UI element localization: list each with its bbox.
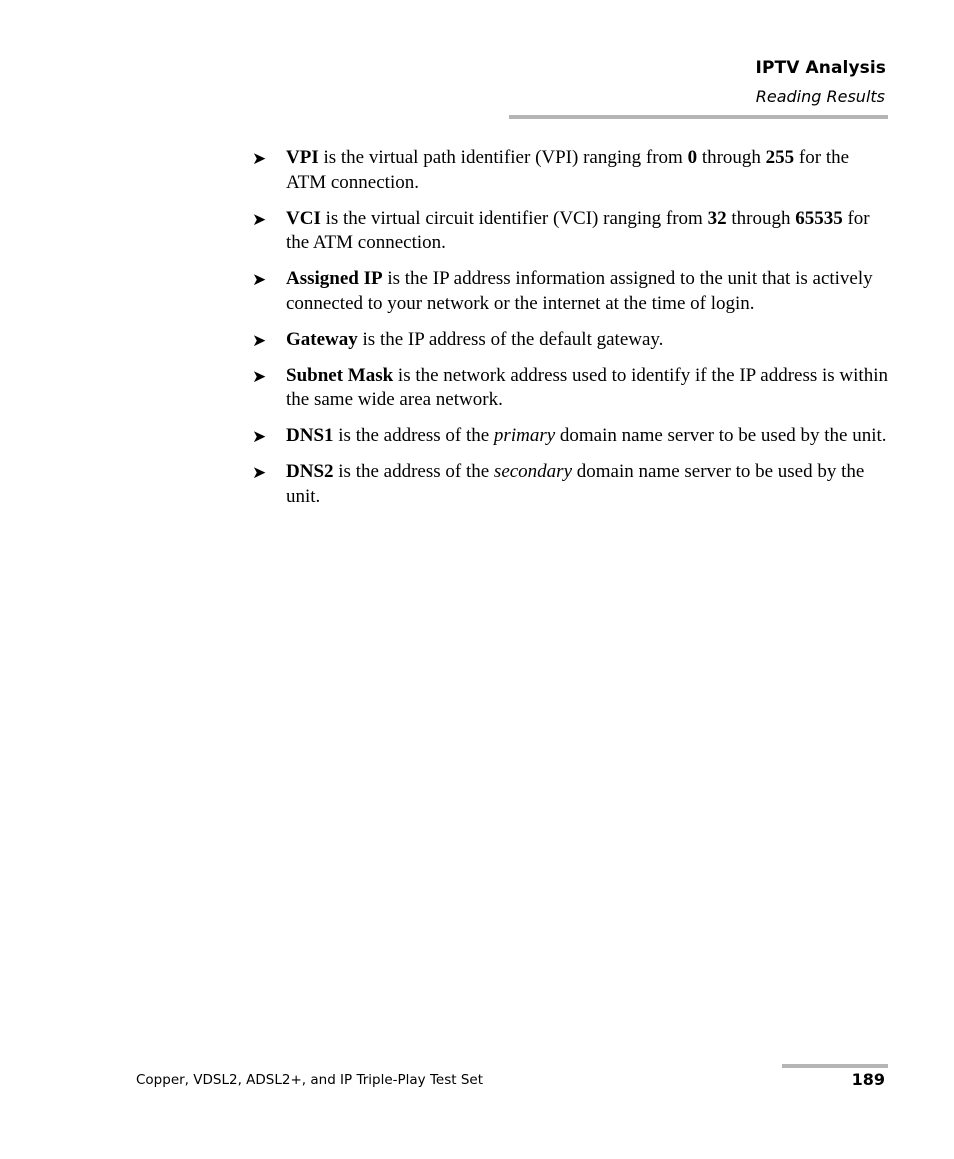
range-end: 65535 bbox=[795, 207, 843, 229]
arrow-bullet-icon: ➤ bbox=[252, 209, 267, 230]
list-item-assigned-ip bbox=[250, 267, 890, 316]
arrow-bullet-icon: ➤ bbox=[252, 463, 267, 483]
term-vpi: VPI bbox=[286, 147, 319, 168]
list-item-dns1 bbox=[250, 424, 890, 449]
emphasis-secondary: secondary bbox=[493, 461, 573, 482]
footer-product-name: Copper, VDSL2, ADSL2+, and IP Triple-Play Test Set bbox=[136, 1072, 484, 1088]
range-start: 32 bbox=[707, 207, 727, 229]
header-divider bbox=[509, 115, 888, 119]
range-end: 255 bbox=[765, 147, 795, 168]
arrow-bullet-icon: ➤ bbox=[252, 330, 267, 351]
list-item-vci bbox=[250, 207, 890, 256]
definition-text: is the address of the bbox=[333, 461, 494, 482]
list-item-vpi bbox=[250, 146, 890, 195]
definition-list bbox=[250, 146, 890, 521]
term-vci: VCI bbox=[286, 207, 321, 229]
definition-text: through bbox=[697, 147, 766, 168]
definition-text: for the ATM connection. bbox=[286, 207, 870, 253]
list-item-gateway bbox=[250, 328, 890, 353]
definition-text: is the virtual path identifier (VPI) ranging from bbox=[318, 147, 688, 168]
term-gateway: Gateway bbox=[286, 328, 358, 350]
emphasis-primary: primary bbox=[493, 425, 556, 446]
definition-text: is the IP address of the default gateway. bbox=[357, 328, 664, 350]
definition-text: for the ATM connection. bbox=[286, 147, 850, 193]
arrow-bullet-icon: ➤ bbox=[252, 427, 267, 447]
definition-text: domain name server to be used by the unit. bbox=[286, 461, 865, 507]
header-title: IPTV Analysis bbox=[755, 58, 886, 78]
definition-text: domain name server to be used by the unit. bbox=[555, 425, 887, 446]
definition-text: is the IP address information assigned to the unit that is actively connected to your network or the internet at the time of login. bbox=[286, 268, 873, 314]
arrow-bullet-icon: ➤ bbox=[252, 270, 267, 290]
list-item-dns2 bbox=[250, 460, 890, 509]
definition-text: through bbox=[726, 207, 796, 229]
arrow-bullet-icon: ➤ bbox=[252, 366, 267, 387]
header-subtitle: Reading Results bbox=[755, 87, 885, 106]
list-item-subnet-mask bbox=[250, 364, 890, 413]
definition-text: is the virtual circuit identifier (VCI) ranging from bbox=[320, 207, 708, 229]
term-subnet-mask: Subnet Mask bbox=[286, 364, 394, 386]
term-assigned-ip: Assigned IP bbox=[286, 268, 383, 289]
definition-text: is the address of the bbox=[333, 425, 494, 446]
term-dns1: DNS1 bbox=[286, 425, 334, 446]
range-start: 0 bbox=[687, 147, 698, 168]
definition-text: is the network address used to identify if the IP address is within the same wide area network. bbox=[286, 364, 888, 410]
term-dns2: DNS2 bbox=[286, 461, 334, 482]
page-number: 189 bbox=[851, 1070, 885, 1089]
arrow-bullet-icon: ➤ bbox=[252, 149, 267, 169]
footer-divider bbox=[782, 1064, 888, 1068]
